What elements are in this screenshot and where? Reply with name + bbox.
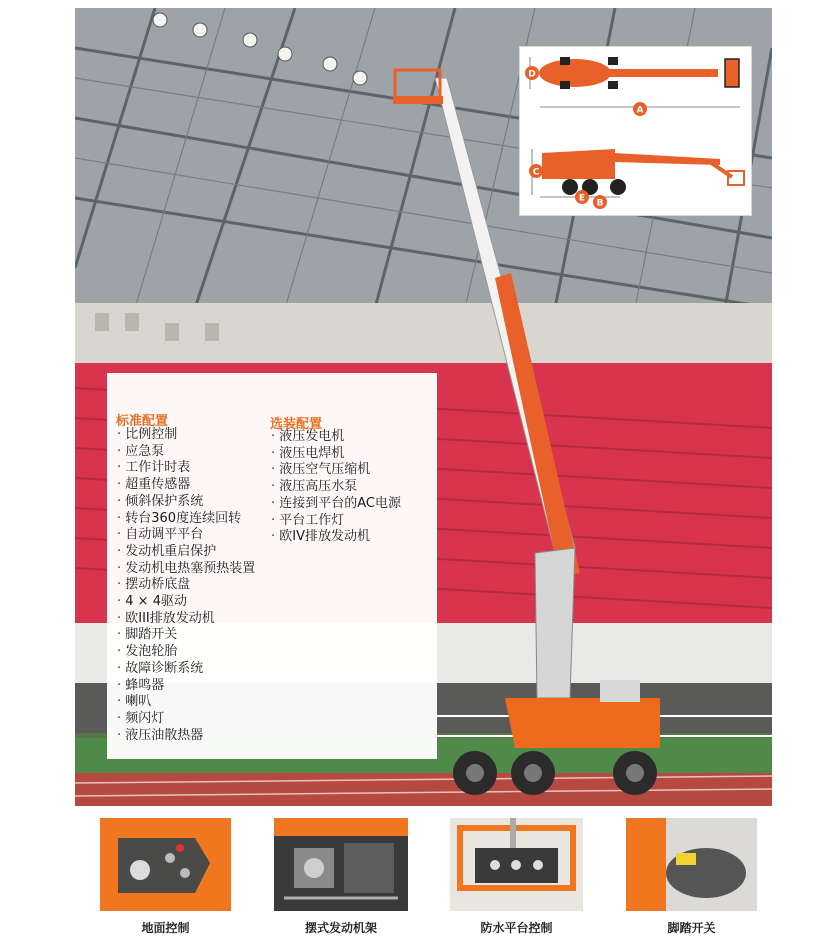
spec-panel <box>107 373 437 759</box>
dimension-badge-c <box>529 164 543 178</box>
dimension-badge-a <box>633 102 647 116</box>
standard-config-item: · 发动机重启保护 <box>117 544 255 561</box>
svg-text:A: A <box>636 105 644 116</box>
standard-config-item: · 欧III排放发动机 <box>117 611 255 628</box>
optional-config-title: 选装配置 <box>270 417 323 432</box>
thumb-foot-switch <box>626 818 757 911</box>
standard-config-item: · 摆动桥底盘 <box>117 577 255 594</box>
caption-swing-engine-mount: 摆式发动机架 <box>304 921 377 935</box>
optional-config-item: · 液压高压水泵 <box>271 479 401 496</box>
standard-config-item: · 故障诊断系统 <box>117 661 255 678</box>
caption-foot-switch: 脚踏开关 <box>667 921 716 935</box>
standard-config-item: · 脚踏开关 <box>117 627 255 644</box>
thumb-ground-control <box>100 818 231 911</box>
optional-config-item: · 连接到平台的AC电源 <box>271 496 401 513</box>
standard-config-item: · 应急泵 <box>117 444 255 461</box>
standard-config-item: · 液压油散热器 <box>117 728 255 745</box>
thumb-swing-engine-mount <box>274 818 408 911</box>
standard-config-list <box>117 427 255 744</box>
standard-config-item: · 自动调平平台 <box>117 527 255 544</box>
optional-config-list <box>271 429 401 546</box>
standard-config-item: · 工作计时表 <box>117 460 255 477</box>
standard-config-item: · 发泡轮胎 <box>117 644 255 661</box>
standard-config-item: · 倾斜保护系统 <box>117 494 255 511</box>
caption-ground-control: 地面控制 <box>141 921 190 935</box>
optional-config-item: · 液压电焊机 <box>271 446 401 463</box>
standard-config-item: · 喇叭 <box>117 694 255 711</box>
dimension-badge-d <box>525 66 539 80</box>
standard-config-item: · 比例控制 <box>117 427 255 444</box>
side-view-drawing <box>532 149 744 197</box>
standard-config-item: · 4 × 4驱动 <box>117 594 255 611</box>
svg-text:B: B <box>596 198 604 209</box>
dimension-badge-b <box>593 195 607 209</box>
standard-config-item: · 发动机电热塞预热装置 <box>117 561 255 578</box>
optional-config-item: · 欧IV排放发动机 <box>271 529 401 546</box>
svg-text:D: D <box>528 69 536 80</box>
standard-config-item: · 频闪灯 <box>117 711 255 728</box>
standard-config-title: 标准配置 <box>116 414 169 429</box>
standard-config-item: · 转台360度连续回转 <box>117 511 255 528</box>
optional-config-item: · 液压发电机 <box>271 429 401 446</box>
thumb-waterproof-platform-control <box>450 818 583 911</box>
top-view-drawing <box>530 57 740 107</box>
dimension-diagram <box>519 46 752 216</box>
dimension-badge-e <box>575 190 589 204</box>
caption-waterproof-platform-control: 防水平台控制 <box>480 921 553 935</box>
standard-config-item: · 超重传感器 <box>117 477 255 494</box>
optional-config-item: · 平台工作灯 <box>271 513 401 530</box>
svg-text:E: E <box>578 193 586 204</box>
optional-config-item: · 液压空气压缩机 <box>271 462 401 479</box>
standard-config-item: · 蜂鸣器 <box>117 678 255 695</box>
svg-text:C: C <box>532 167 540 178</box>
